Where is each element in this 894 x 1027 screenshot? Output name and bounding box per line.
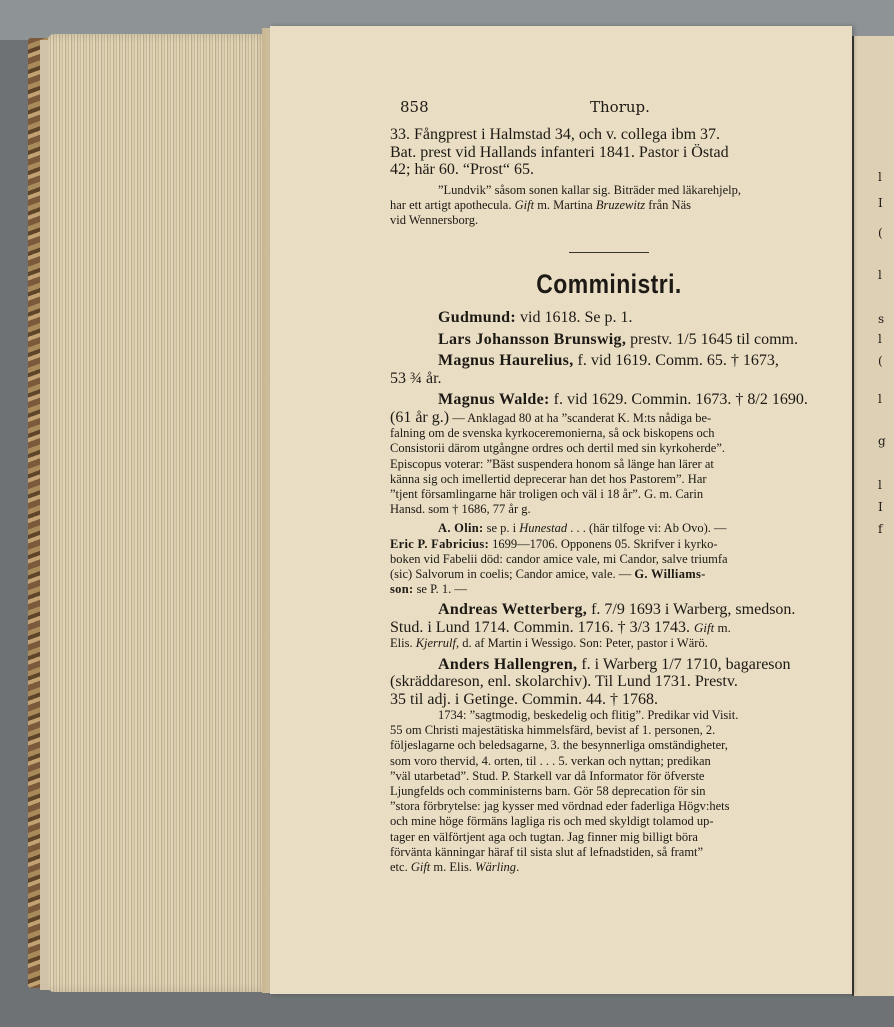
entry-olin-fabricius: A. Olin: se p. i Hunestad . . . (här tilfoge vi: Ab Ovo). — Eric P. Fabricius: 1699—1706. Opponens 05. Skrifver i kyrko- boken vid Fabelii död: candor amice vale, mi Candor, salve triumfa (sic) Salvorum in coelis; Candor amice, vale. — G. Williams- son: se P. 1. — <box>390 521 728 597</box>
intro-note: ”Lundvik” såsom sonen kallar sig. Biträder med läkarehjelp, har ett artigt apothecula. Gift m. Martina Bruzewitz från Näs vid Wennersborg. <box>390 182 742 227</box>
page-header <box>400 98 720 120</box>
entry-gudmund: Gudmund: vid 1618. Se p. 1. <box>438 309 633 327</box>
edge-char: ( <box>878 354 883 368</box>
running-head: Thorup. <box>590 98 650 116</box>
intro-text: 33. Fångprest i Halmstad 34, och v. collega ibm 37. Bat. prest vid Hallands infanteri 1841. Pastor i Östad 42; här 60. “Prost“ 65. <box>390 126 729 178</box>
entry-andreas-wetterberg: Andreas Wetterberg, f. 7/9 1693 i Warberg, smedson. Stud. i Lund 1714. Commin. 1716. † 3/3 1743. Gift m. Elis. Kjerrulf, d. af Martin i Wessigo. Son: Peter, pastor i Wärö. <box>390 601 796 651</box>
section-title: Comministri. <box>536 269 682 300</box>
entry-magnus-walde: Magnus Walde: f. vid 1629. Commin. 1673. † 8/2 1690. (61 år g.) — Anklagad 80 at ha ”scanderat K. M:ts nådiga be- falning om de svenska kyrkoceremonierna, så ock biskopens och Consistorii därom utgångne ordres och dertil med sin kyrkoherde”. Episcopus voterar: ”Bäst suspendera honom så länge han lärer at känna sig och imellertid deprecerar han det hos Pastorem”. Har ”tjent församlingarne här troligen och väl i 18 år”. G. m. Carin Hansd. som † 1686, 77 år g. <box>390 391 808 517</box>
edge-char: g <box>878 434 886 448</box>
edge-char: l <box>878 478 882 492</box>
entry-lars-brunswig: Lars Johansson Brunswig, prestv. 1/5 1645 til comm. <box>438 330 798 348</box>
section-divider <box>569 252 649 253</box>
edge-char: s <box>878 312 885 326</box>
page-number: 858 <box>400 98 429 116</box>
page-stack <box>48 34 270 992</box>
page-body <box>390 126 828 875</box>
edge-char: f <box>878 522 883 536</box>
edge-char: l <box>878 332 882 346</box>
edge-char: I <box>878 196 883 210</box>
entry-anders-hallengren: Anders Hallengren, f. i Warberg 1/7 1710, bagareson (skräddareson, enl. skolarchiv). Til Lund 1731. Prestv. 35 til adj. i Getinge. Commin. 44. † 1768. 1734: ”sagtmodig, beskedelig och flitig”. Predikar vid Visit. 55 om Christi majestätiska himmelsfärd, bevist af 1. personen, 2. följeslagarne och beledsagarne, 3. the besynnerliga omständigheter, som voro thervid, 4. orten, til . . . 5. verkan och nyttan; predikan ”väl utarbetad”. Stud. P. Starkell var då Informator för öfverste Ljungfelds och comministerns barn. Gör 58 deprecation för sin ”stora förbrytelse: jag kysser med vördnad eder faderliga Högv:hets och mine höge förmäns lagliga ris och med skyldigt tolamod up- tager en välförtjent aga och tugtan. Jag finner mig billigt böra förvänta känningar häraf til sista slut af lefnadstiden, så framt” etc. Gift m. Elis. Wärling. <box>390 655 791 875</box>
edge-char: l <box>878 170 882 184</box>
edge-char: l <box>878 268 882 282</box>
edge-char: l <box>878 392 882 406</box>
edge-char: I <box>878 500 883 514</box>
edge-char: ( <box>878 226 883 240</box>
book-page <box>270 26 852 994</box>
facing-page-edge <box>852 36 894 996</box>
entry-magnus-haurelius: Magnus Haurelius, f. vid 1619. Comm. 65. † 1673, 53 ¾ år. <box>390 352 779 387</box>
